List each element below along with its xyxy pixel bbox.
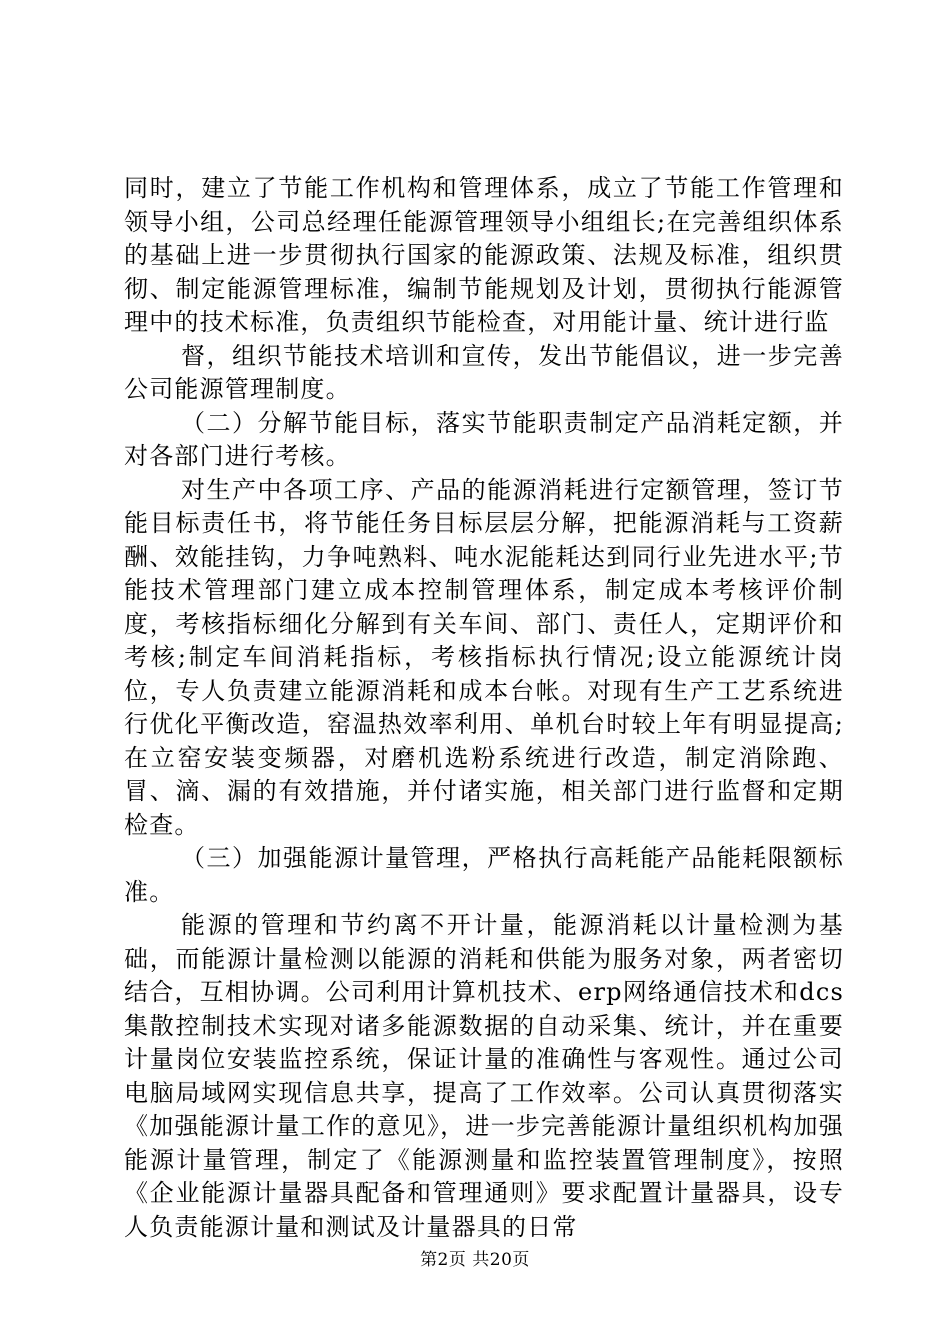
- section-heading-3: （三）加强能源计量管理，严格执行高耗能产品能耗限额标准。: [124, 844, 844, 906]
- paragraph-continued: 同时，建立了节能工作机构和管理体系，成立了节能工作管理和领导小组，公司总经理任能源管理领导小组组长;在完善组织体系的基础上进一步贯彻执行国家的能源政策、法规及标准，组织贯彻、制定能源管理标准，编制节能规划及计划，贯彻执行能源管理中的技术标准，负责组织节能检查，对用能计量、统计进行监: [124, 174, 844, 336]
- paragraph-quota-management: 对生产中各项工序、产品的能源消耗进行定额管理，签订节能目标责任书，将节能任务目标层层分解，把能源消耗与工资薪酬、效能挂钩，力争吨熟料、吨水泥能耗达到同行业先进水平;节能技术管理部门建立成本控制管理体系，制定成本考核评价制度，考核指标细化分解到有关车间、部门、责任人，定期评价和考核;制定车间消耗指标，考核指标执行情况;设立能源统计岗位，专人负责建立能源消耗和成本台帐。对现有生产工艺系统进行优化平衡改造，窑温热效率利用、单机台时较上年有明显提高;在立窑安装变频器，对磨机选粉系统进行改造，制定消除跑、冒、滴、漏的有效措施，并付诸实施，相关部门进行监督和定期检查。: [124, 475, 844, 839]
- page-number-footer: 第2页 共20页: [420, 1250, 530, 1270]
- paragraph-metering: 能源的管理和节约离不开计量，能源消耗以计量检测为基础，而能源计量检测以能源的消耗和供能为服务对象，两者密切结合，互相协调。公司利用计算机技术、erp网络通信技术和dcs集散控制技术实现对诸多能源数据的自动采集、统计，并在重要计量岗位安装监控系统，保证计量的准确性与客观性。通过公司电脑局域网实现信息共享，提高了工作效率。公司认真贯彻落实《加强能源计量工作的意见》，进一步完善能源计量组织机构加强能源计量管理，制定了《能源测量和监控装置管理制度》，按照《企业能源计量器具配备和管理通则》要求配置计量器具，设专人负责能源计量和测试及计量器具的日常: [124, 911, 844, 1241]
- document-body: [124, 172, 844, 1244]
- paragraph-supervision: 督，组织节能技术培训和宣传，发出节能倡议，进一步完善公司能源管理制度。: [124, 341, 844, 403]
- section-heading-2: （二）分解节能目标，落实节能职责制定产品消耗定额，并对各部门进行考核。: [124, 408, 844, 470]
